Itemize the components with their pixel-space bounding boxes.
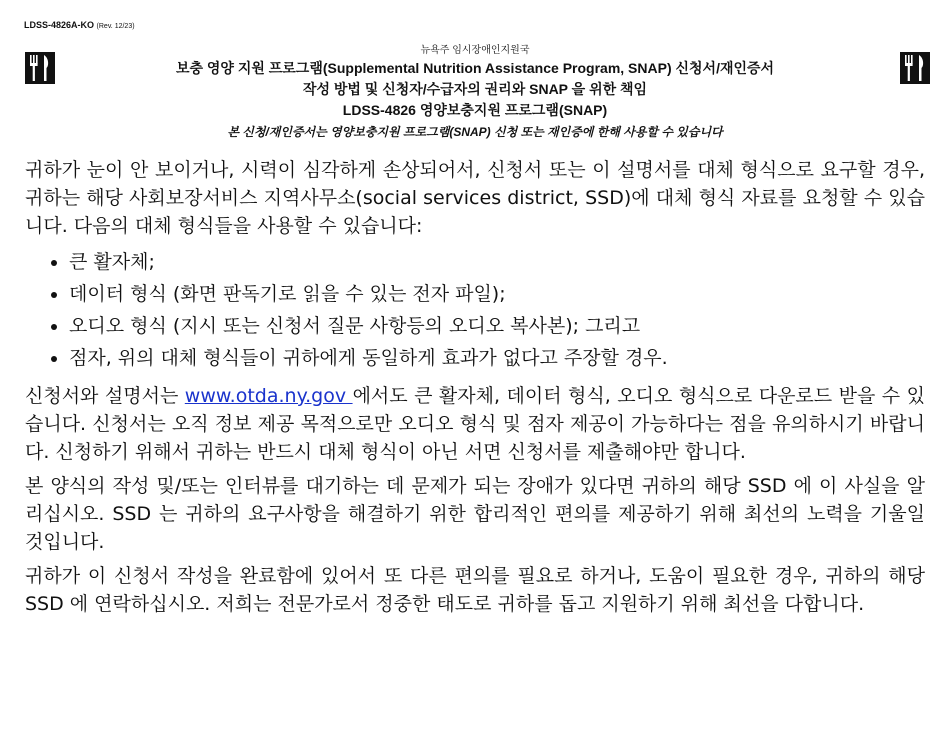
usage-note: 본 신청/재인증서는 영양보충지원 프로그램(SNAP) 신청 또는 재인증에 한해 사용할 수 있습니다 xyxy=(227,125,723,139)
document-title: 보충 영양 지원 프로그램(Supplemental Nutrition Assistance Program, SNAP) 신청서/재인증서 xyxy=(175,60,775,76)
otda-website-link[interactable]: www.otda.ny.gov xyxy=(184,385,353,407)
fork-knife-icon xyxy=(25,52,55,84)
form-id xyxy=(24,20,135,30)
list-item: • 오디오 형식 (지시 또는 신청서 질문 사항등의 오디오 복사본); 그리고 xyxy=(69,310,925,342)
form-number: LDSS-4826A-KO xyxy=(24,20,95,30)
download-text-end: 에서도 큰 활자체, 데이터 형식, 오디오 형식으로 다운로드 받을 수 있습니다. 신청서는 오직 정보 제공 목적으로만 오디오 형식 및 점자 제공이 가능하다는 점을 유의하시기 바랍니다. 신청하기 위해서 귀하는 반드시 대체 형식이 아닌 서면 신청서를 제출해야만 합니다. xyxy=(25,385,925,463)
document-subtitle: 작성 방법 및 신청자/수급자의 권리와 SNAP 을 위한 책임 xyxy=(302,81,648,97)
list-item: • 큰 활자체; xyxy=(69,246,925,278)
agency-name: 뉴욕주 임시장애인지원국 xyxy=(420,45,530,56)
intro-paragraph: 귀하가 눈이 안 보이거나, 시력이 심각하게 손상되어서, 신청서 또는 이 설명서를 대체 형식으로 요구할 경우, 귀하는 해당 사회보장서비스 지역사무소(social services district, SSD)에 대체 형식 자료를 요청할 수 있습니다. 다음의 대체 형식들을 사용할 수 있습니다: xyxy=(25,159,925,237)
download-text-start: 신청서와 설명서는 xyxy=(25,385,185,407)
list-item: • 점자, 위의 대체 형식들이 귀하에게 동일하게 효과가 없다고 주장할 경우. xyxy=(69,342,925,374)
download-paragraph xyxy=(25,382,925,466)
list-item: • 데이터 형식 (화면 판독기로 읽을 수 있는 전자 파일); xyxy=(69,278,925,310)
document-header xyxy=(100,44,850,141)
disability-paragraph: 본 양식의 작성 및/또는 인터뷰를 대기하는 데 문제가 되는 장애가 있다면 귀하의 해당 SSD 에 이 사실을 알리십시오. SSD 는 귀하의 요구사항을 해결하기 위한 합리적인 편의를 제공하기 위해 최선의 노력을 기울일 것입니다. xyxy=(25,475,925,553)
fork-knife-icon xyxy=(900,52,930,84)
program-title: LDSS-4826 영양보충지원 프로그램(SNAP) xyxy=(342,102,608,118)
format-list xyxy=(25,246,925,374)
document-body xyxy=(25,156,925,624)
help-paragraph: 귀하가 이 신청서 작성을 완료함에 있어서 또 다른 편의를 필요로 하거나, 도움이 필요한 경우, 귀하의 해당 SSD 에 연락하십시오. 저희는 전문가로서 정중한 태도로 귀하를 돕고 지원하기 위해 최선을 다합니다. xyxy=(25,565,925,615)
form-revision: (Rev. 12/23) xyxy=(96,23,135,30)
